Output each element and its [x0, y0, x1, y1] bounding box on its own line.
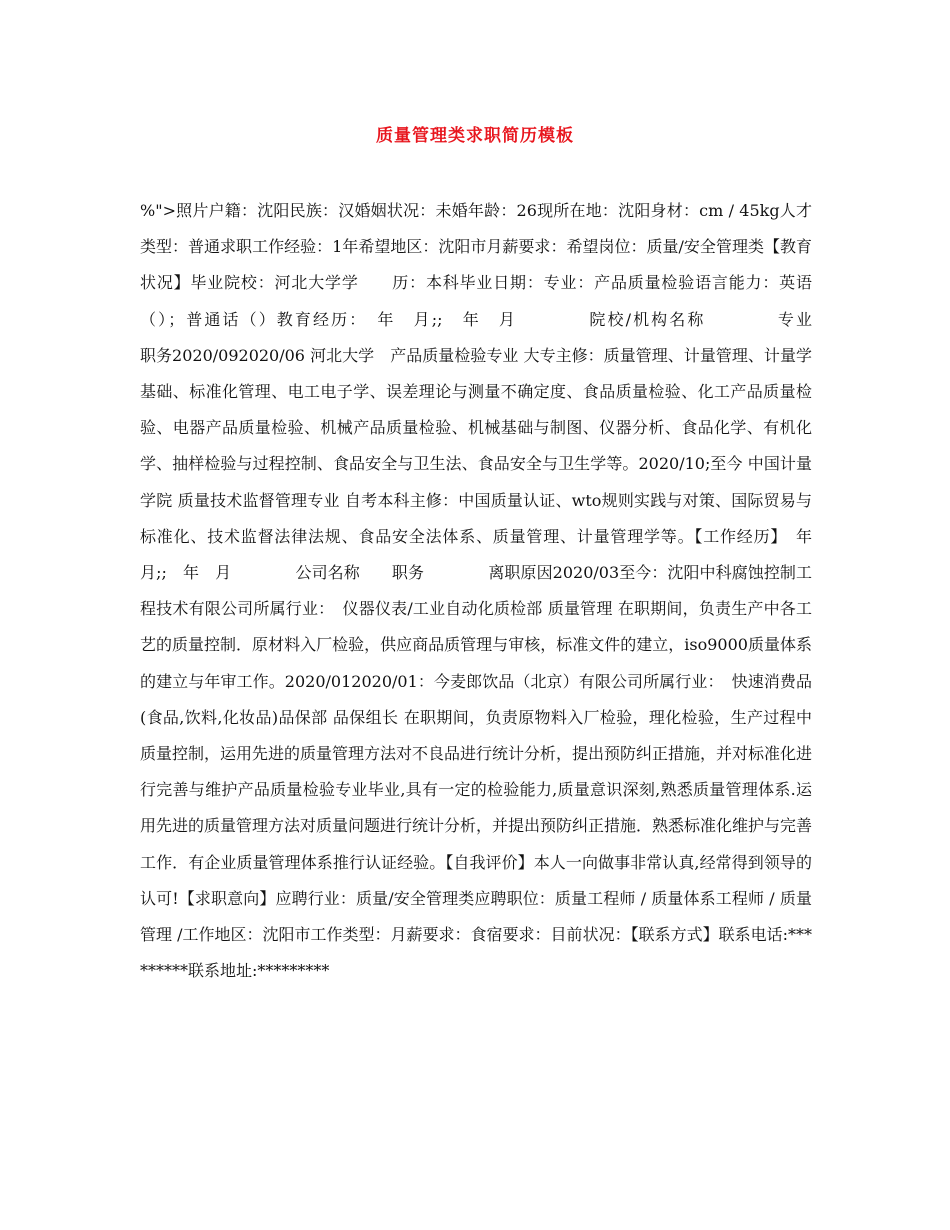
document-title: 质量管理类求职简历模板: [376, 126, 574, 146]
resume-body-text: %">照片户籍：沈阳民族：汉婚姻状况：未婚年龄：26现所在地：沈阳身材：cm / 45kg人才类型：普通求职工作经验：1年希望地区：沈阳市月薪要求：希望岗位：质量/安全管理类【教育状况】毕业院校：河北大学学 历：本科毕业日期：专业：产品质量检验语言能力：英语（）；普通话（）教育经历： 年 月;; 年 月 院校/机构名称 专业 职务2020/092020/06 河北大学 产品质量检验专业 大专主修：质量管理、计量管理、计量学基础、标准化管理、电工电子学、误差理论与测量不确定度、食品质量检验、化工产品质量检验、电器产品质量检验、机械产品质量检验、机械基础与制图、仪器分析、食品化学、有机化学、抽样检验与过程控制、食品安全与卫生法、食品安全与卫生学等。2020/10;至今 中国计量学院 质量技术监督管理专业 自考本科主修：中国质量认证、wto规则实践与对策、国际贸易与标准化、技术监督法律法规、食品安全法体系、质量管理、计量管理学等。【工作经历】 年 月;; 年 月 公司名称 职务 离职原因2020/03至今：沈阳中科腐蚀控制工程技术有限公司所属行业： 仪器仪表/工业自动化质检部 质量管理 在职期间，负责生产中各工艺的质量控制．原材料入厂检验，供应商品质管理与审核，标准文件的建立，iso9000质量体系的建立与年审工作。2020/012020/01：今麦郎饮品（北京）有限公司所属行业： 快速消费品(食品,饮料,化妆品)品保部 品保组长 在职期间，负责原物料入厂检验，理化检验，生产过程中质量控制，运用先进的质量管理方法对不良品进行统计分析，提出预防纠正措施，并对标准化进行完善与维护产品质量检验专业毕业,具有一定的检验能力,质量意识深刻,熟悉质量管理体系.运用先进的质量管理方法对质量问题进行统计分析，并提出预防纠正措施．熟悉标准化维护与完善工作．有企业质量管理体系推行认证经验。【自我评价】本人一向做事非常认真,经常得到领导的认可!【求职意向】应聘行业：质量/安全管理类应聘职位：质量工程师 / 质量体系工程师 / 质量管理 /工作地区：沈阳市工作类型：月薪要求：食宿要求：目前状况：【联系方式】联系电话:*********联系地址:*********: [140, 201, 877, 981]
